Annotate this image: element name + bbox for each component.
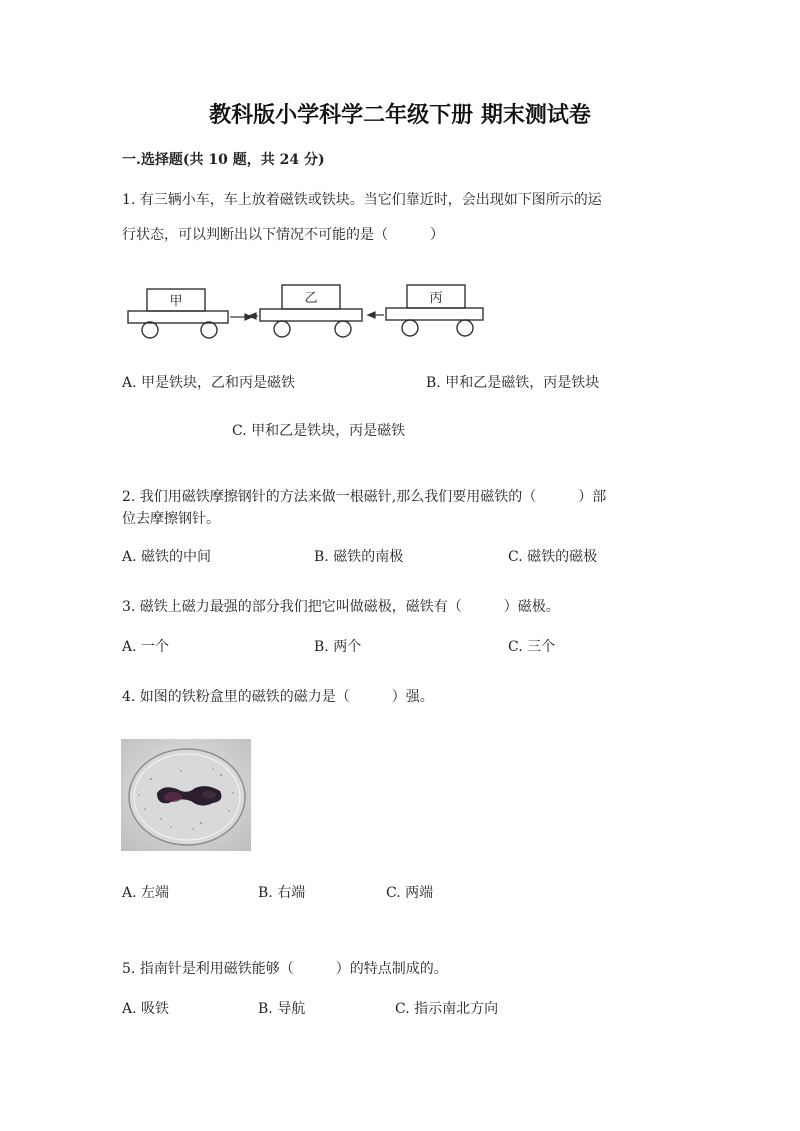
cart-yi-base <box>260 309 362 321</box>
question-1-option-a: A. 甲是铁块，乙和丙是磁铁 <box>122 375 296 391</box>
cart-jia-base <box>128 311 228 323</box>
iron-filings-dish-photo <box>121 739 251 851</box>
question-2-option-c: C. 磁铁的磁极 <box>508 549 598 565</box>
cart-bing-wheel-left <box>402 320 418 336</box>
question-5-option-c: C. 指示南北方向 <box>395 1001 499 1017</box>
question-2-option-b: B. 磁铁的南极 <box>314 549 404 565</box>
cart-yi-label: 乙 <box>304 291 318 306</box>
question-1-line-2: 行状态，可以判断出以下情况不可能的是（ ） <box>122 227 444 243</box>
cart-jia-wheel-left <box>142 322 158 338</box>
section-heading: 一.选择题(共 10 题，共 24 分) <box>122 152 325 168</box>
question-3-option-b: B. 两个 <box>314 639 362 655</box>
question-5-option-b: B. 导航 <box>258 1001 306 1017</box>
cart-bing-label: 丙 <box>429 291 443 306</box>
question-4-option-a: A. 左端 <box>122 885 170 901</box>
question-2-option-a: A. 磁铁的中间 <box>122 549 212 565</box>
cart-bing-base <box>386 308 483 320</box>
question-2-line-2: 位去摩擦钢针。 <box>122 511 220 527</box>
question-3-line-1: 3. 磁铁上磁力最强的部分我们把它叫做磁极，磁铁有（ ）磁极。 <box>122 599 560 615</box>
cart-yi-wheel-right <box>335 321 351 337</box>
cart-jia-wheel-right <box>201 322 217 338</box>
question-2-line-1: 2. 我们用磁铁摩擦钢针的方法来做一根磁针,那么我们要用磁铁的（ ）部 <box>122 489 607 505</box>
cart-jia-label: 甲 <box>169 294 183 309</box>
question-1-line-1: 1. 有三辆小车，车上放着磁铁或铁块。当它们靠近时，会出现如下图所示的运 <box>122 192 602 208</box>
page-title: 教科版小学科学二年级下册 期末测试卷 <box>209 102 591 128</box>
question-3-option-a: A. 一个 <box>122 639 170 655</box>
carts-figure <box>125 280 490 342</box>
question-1-option-b: B. 甲和乙是磁铁，丙是铁块 <box>426 375 600 391</box>
arrow-bing-head <box>368 312 375 318</box>
question-1-option-c: C. 甲和乙是铁块，丙是磁铁 <box>232 423 406 439</box>
question-5-line-1: 5. 指南针是利用磁铁能够（ ）的特点制成的。 <box>122 961 448 977</box>
question-3-option-c: C. 三个 <box>508 639 556 655</box>
question-4-line-1: 4. 如图的铁粉盒里的磁铁的磁力是（ ）强。 <box>122 689 434 705</box>
cart-bing-wheel-right <box>457 320 473 336</box>
question-4-option-c: C. 两端 <box>386 885 434 901</box>
cart-yi-wheel-left <box>274 321 290 337</box>
question-5-option-a: A. 吸铁 <box>122 1001 170 1017</box>
question-4-option-b: B. 右端 <box>258 885 306 901</box>
